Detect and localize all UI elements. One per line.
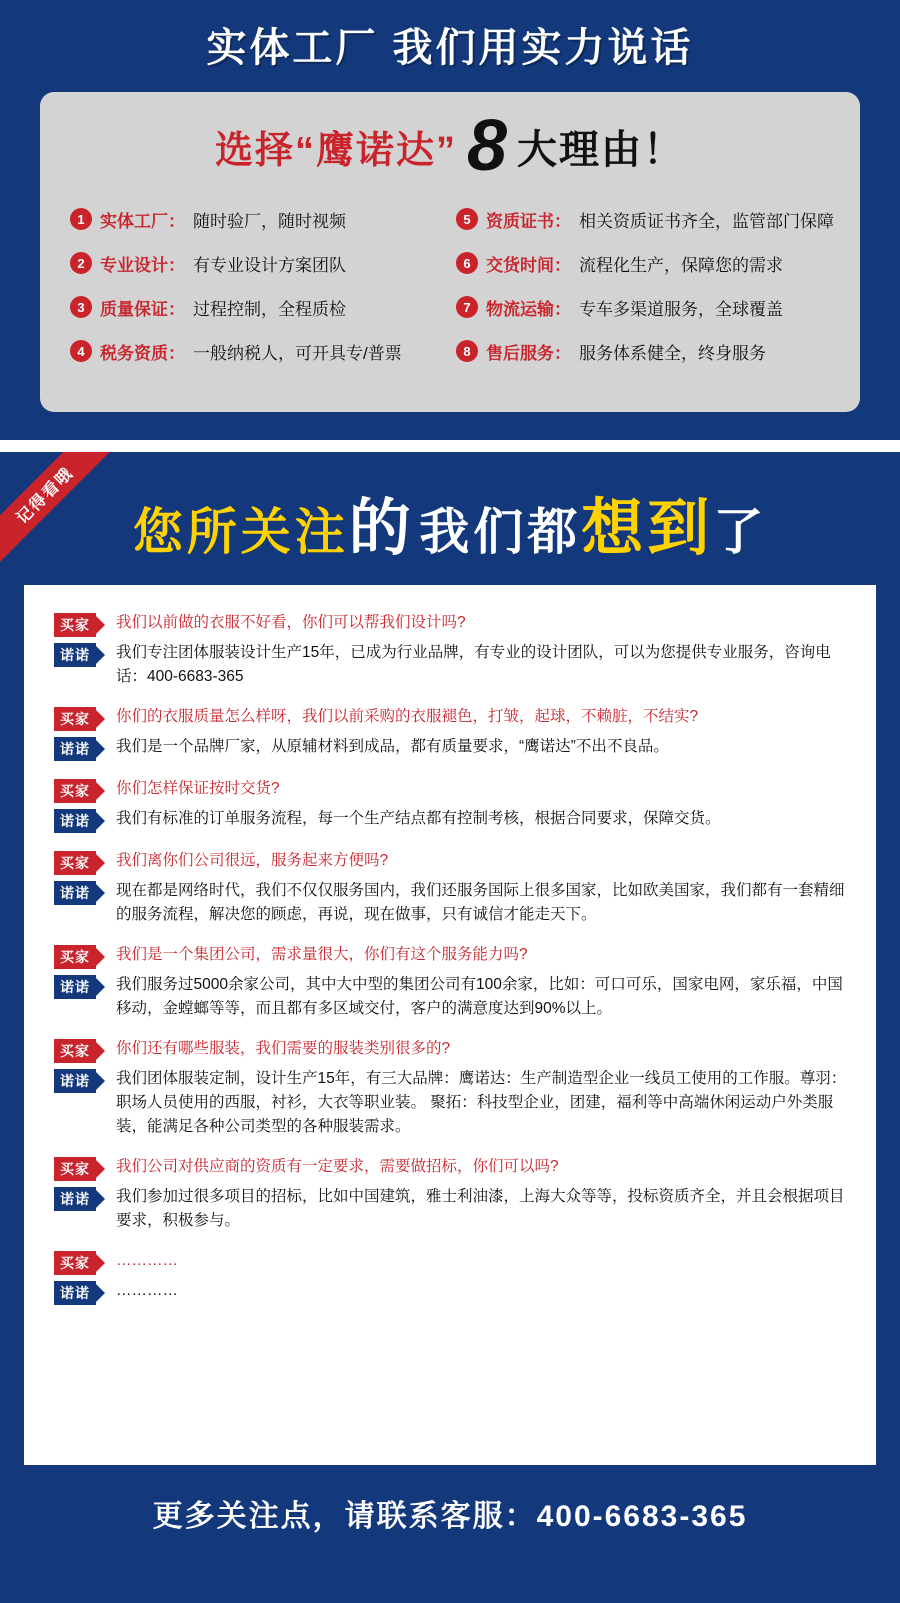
headline-red-text: 选择“鹰诺达” <box>214 130 457 173</box>
qa-question-line <box>54 611 850 637</box>
reason-title: 物流运输： <box>486 299 571 319</box>
qa-block <box>54 777 850 833</box>
seller-tag: 诺诺 <box>54 1187 96 1211</box>
qa-answer-line <box>54 1067 850 1139</box>
reason-text: 相关资质证书齐全，监管部门保障 <box>579 211 834 231</box>
qa-block <box>54 1249 850 1305</box>
qa-question-line <box>54 1249 850 1275</box>
reason-number-badge: 7 <box>456 296 478 318</box>
qa-question-line <box>54 943 850 969</box>
reason-item <box>70 285 446 329</box>
reason-title: 税务资质： <box>100 343 185 363</box>
headline-number: 8 <box>466 106 508 186</box>
qa-answer-text: 我们专注团体服装设计生产15年，已成为行业品牌，有专业的设计团队，可以为您提供专业服务，咨询电话：400-6683-365 <box>116 644 831 686</box>
reason-item <box>456 329 834 373</box>
qa-answer-line <box>54 641 850 689</box>
qa-question-text: 你们的衣服质量怎么样呀，我们以前采购的衣服褪色，打皱，起球，不赖脏，不结实? <box>116 708 699 726</box>
reason-number-badge: 4 <box>70 340 92 362</box>
qa-answer-line <box>54 879 850 927</box>
reason-item <box>70 241 446 285</box>
heading-part-2: 的 <box>348 494 415 563</box>
reason-text: 一般纳税人，可开具专/普票 <box>193 343 402 363</box>
heading-part-1: 您所关注 <box>132 504 349 560</box>
qa-card <box>24 585 876 1465</box>
reason-text: 随时验厂，随时视频 <box>193 211 346 231</box>
seller-tag: 诺诺 <box>54 1281 96 1305</box>
qa-question-text: 你们怎样保证按时交货? <box>116 780 280 798</box>
reason-number-badge: 1 <box>70 208 92 230</box>
qa-question-text: 我们公司对供应商的资质有一定要求，需要做招标，你们可以吗? <box>116 1158 559 1176</box>
seller-tag: 诺诺 <box>54 975 96 999</box>
qa-answer-text: ………… <box>116 1282 178 1300</box>
bottom-section <box>0 452 900 1603</box>
top-title: 实体工厂 我们用实力说话 <box>206 26 694 70</box>
qa-question-line <box>54 705 850 731</box>
qa-block <box>54 849 850 927</box>
reason-text: 流程化生产，保障您的需求 <box>579 255 783 275</box>
reason-text: 专车多渠道服务，全球覆盖 <box>579 299 783 319</box>
reason-item <box>70 197 446 241</box>
qa-answer-line <box>54 1279 850 1305</box>
qa-question-text: 我们离你们公司很远，服务起来方便吗? <box>116 852 389 870</box>
headline-black-text: 大理由！ <box>517 128 686 173</box>
qa-question-text: 我们是一个集团公司，需求量很大，你们有这个服务能力吗? <box>116 946 528 964</box>
reason-title: 实体工厂： <box>100 211 185 231</box>
qa-block <box>54 1155 850 1233</box>
qa-answer-text: 我们是一个品牌厂家，从原辅材料到成品，都有质量要求，“鹰诺达”不出不良品。 <box>116 738 669 756</box>
seller-tag: 诺诺 <box>54 881 96 905</box>
qa-question-line <box>54 1037 850 1063</box>
seller-tag: 诺诺 <box>54 809 96 833</box>
reason-title: 质量保证： <box>100 299 185 319</box>
footer-contact: 更多关注点，请联系客服：400-6683-365 <box>152 1500 748 1533</box>
qa-answer-line <box>54 807 850 833</box>
qa-question-line <box>54 1155 850 1181</box>
bottom-heading <box>0 452 900 585</box>
reason-title: 交货时间： <box>486 255 571 275</box>
reason-item <box>456 285 834 329</box>
qa-answer-line <box>54 735 850 761</box>
buyer-tag: 买家 <box>54 945 96 969</box>
reason-title: 专业设计： <box>100 255 185 275</box>
qa-question-text: 我们以前做的衣服不好看，你们可以帮我们设计吗? <box>116 614 466 631</box>
seller-tag: 诺诺 <box>54 737 96 761</box>
reasons-headline <box>64 106 836 191</box>
buyer-tag: 买家 <box>54 1251 96 1275</box>
buyer-tag: 买家 <box>54 707 96 731</box>
seller-tag: 诺诺 <box>54 1069 96 1093</box>
reason-title: 资质证书： <box>486 211 571 231</box>
reason-item <box>70 329 446 373</box>
reason-text: 服务体系健全，终身服务 <box>579 343 766 363</box>
buyer-tag: 买家 <box>54 1157 96 1181</box>
seller-tag: 诺诺 <box>54 643 96 667</box>
corner-ribbon: 记得看哦 <box>0 452 112 563</box>
qa-answer-text: 我们有标准的订单服务流程，每一个生产结点都有控制考核，根据合同要求，保障交货。 <box>116 810 721 828</box>
reason-text: 过程控制，全程质检 <box>193 299 346 319</box>
qa-block <box>54 705 850 761</box>
qa-answer-line <box>54 973 850 1021</box>
buyer-tag: 买家 <box>54 613 96 637</box>
reason-number-badge: 2 <box>70 252 92 274</box>
heading-part-3: 我们都 <box>419 504 582 560</box>
reasons-card <box>40 92 860 412</box>
top-section <box>0 0 900 440</box>
qa-answer-text: 现在都是网络时代，我们不仅仅服务国内，我们还服务国际上很多国家，比如欧美国家，我们都有一套精细的服务流程，解决您的顾虑，再说，现在做事，只有诚信才能走天下。 <box>116 882 845 924</box>
reason-number-badge: 8 <box>456 340 478 362</box>
heading-part-4: 想到 <box>581 494 714 563</box>
qa-answer-text: 我们服务过5000余家公司，其中大中型的集团公司有100余家，比如：可口可乐，国家电网，家乐福，中国移动，金螳螂等等，而且都有多区域交付，客户的满意度达到90%以上。 <box>116 976 843 1018</box>
reason-item <box>456 197 834 241</box>
qa-question-text: ………… <box>116 1252 178 1270</box>
qa-block <box>54 1037 850 1139</box>
reasons-grid <box>64 191 836 373</box>
qa-block <box>54 943 850 1021</box>
buyer-tag: 买家 <box>54 851 96 875</box>
section-divider <box>0 440 900 452</box>
reason-title: 售后服务： <box>486 343 571 363</box>
reason-item <box>456 241 834 285</box>
heading-part-5: 了 <box>713 504 768 560</box>
reason-number-badge: 5 <box>456 208 478 230</box>
buyer-tag: 买家 <box>54 779 96 803</box>
qa-answer-line <box>54 1185 850 1233</box>
buyer-tag: 买家 <box>54 1039 96 1063</box>
qa-block <box>54 611 850 689</box>
reason-number-badge: 6 <box>456 252 478 274</box>
qa-question-text: 你们还有哪些服装，我们需要的服装类别很多的? <box>116 1040 451 1058</box>
reason-number-badge: 3 <box>70 296 92 318</box>
qa-answer-text: 我们参加过很多项目的招标，比如中国建筑，雅士利油漆，上海大众等等，投标资质齐全，并且会根据项目要求，积极参与。 <box>116 1188 845 1230</box>
qa-question-line <box>54 849 850 875</box>
reason-text: 有专业设计方案团队 <box>193 255 346 275</box>
qa-answer-text: 我们团体服装定制，设计生产15年，有三大品牌：鹰诺达：生产制造型企业一线员工使用的工作服。尊羽：职场人员使用的西服，衬衫，大衣等职业装。 聚拓：科技型企业，团建，福利等中高端休闲运动户外类服装，能满足各种公司类型的各种服装需求。 <box>116 1070 847 1136</box>
qa-question-line <box>54 777 850 803</box>
